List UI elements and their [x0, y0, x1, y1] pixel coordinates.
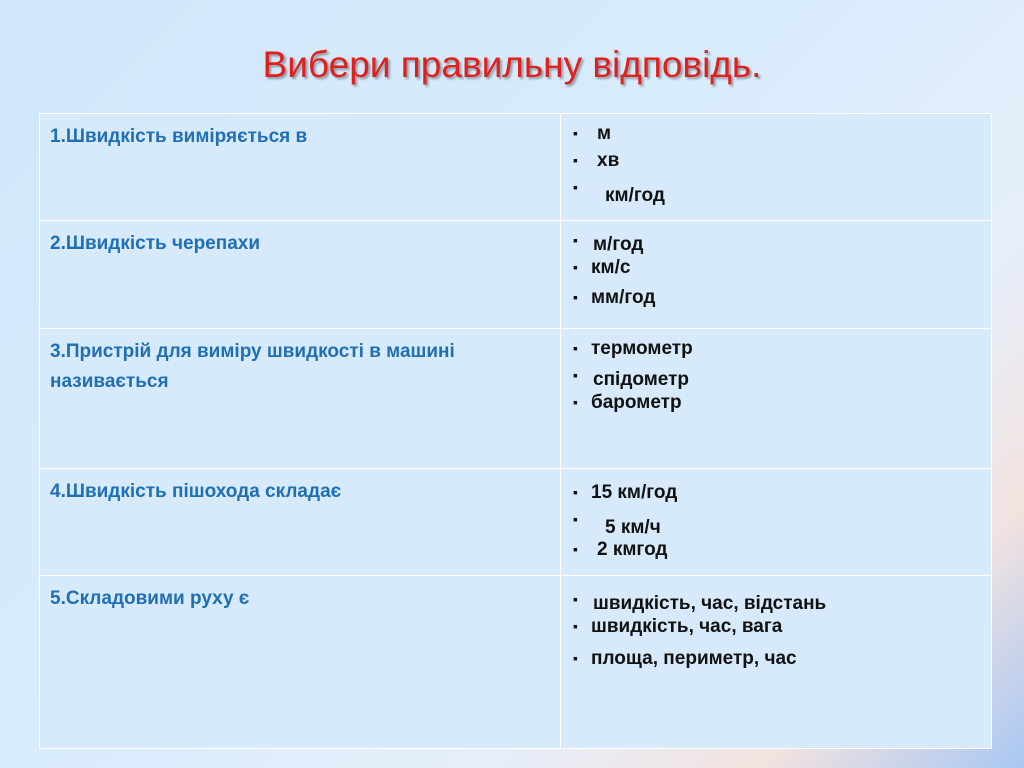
- answer-option[interactable]: ▪ м: [573, 120, 981, 147]
- question-cell: 4.Швидкість пішохода складає: [40, 469, 561, 576]
- answer-option[interactable]: ▪ хв: [573, 147, 981, 174]
- bullet-icon: ▪: [573, 591, 578, 607]
- answer-option[interactable]: ▪ швидкість, час, вага: [573, 613, 981, 640]
- question-cell: 3.Пристрій для виміру швидкості в машині називається: [40, 329, 561, 469]
- bullet-icon: ▪: [573, 484, 578, 500]
- answer-option[interactable]: ▪ 2 кмгод: [573, 536, 981, 563]
- table-row: [40, 221, 992, 329]
- bullet-icon: ▪: [573, 541, 578, 557]
- table-row: [40, 469, 992, 576]
- answer-option[interactable]: ▪ площа, периметр, час: [573, 645, 981, 672]
- bullet-icon: ▪: [573, 179, 578, 195]
- question-cell: 1.Швидкість виміряється в: [40, 114, 561, 221]
- bullet-icon: ▪: [573, 394, 578, 410]
- answer-cell: [561, 329, 992, 469]
- answer-cell: [561, 114, 992, 221]
- bullet-icon: ▪: [573, 511, 578, 527]
- answer-option[interactable]: ▪ барометр: [573, 389, 981, 416]
- bullet-icon: ▪: [573, 367, 578, 383]
- answer-option[interactable]: ▪ спідометр: [573, 362, 981, 389]
- quiz-table: [39, 113, 992, 749]
- bullet-icon: ▪: [573, 259, 578, 275]
- bullet-icon: ▪: [573, 618, 578, 634]
- bullet-icon: ▪: [573, 232, 578, 248]
- answer-cell: [561, 221, 992, 329]
- bullet-icon: ▪: [573, 289, 578, 305]
- answer-option[interactable]: ▪ термометр: [573, 335, 981, 362]
- answer-option[interactable]: ▪ км/с: [573, 254, 981, 281]
- table-row: [40, 329, 992, 469]
- bullet-icon: ▪: [573, 340, 578, 356]
- answer-option[interactable]: ▪ 15 км/год: [573, 479, 981, 506]
- table-row: [40, 576, 992, 749]
- answer-option[interactable]: ▪ м/год: [573, 227, 981, 254]
- question-cell: 2.Швидкість черепахи: [40, 221, 561, 329]
- answer-cell: [561, 469, 992, 576]
- answer-option[interactable]: ▪ км/год: [573, 174, 981, 201]
- slide-title: Вибери правильну відповідь.: [262, 44, 762, 85]
- question-cell: 5.Складовими руху є: [40, 576, 561, 749]
- bullet-icon: ▪: [573, 152, 578, 168]
- answer-cell: [561, 576, 992, 749]
- bullet-icon: ▪: [573, 125, 578, 141]
- table-row: [40, 114, 992, 221]
- answer-option[interactable]: ▪ швидкість, час, відстань: [573, 586, 981, 613]
- bullet-icon: ▪: [573, 650, 578, 666]
- answer-option[interactable]: ▪ 5 км/ч: [573, 506, 981, 533]
- answer-option[interactable]: ▪ мм/год: [573, 284, 981, 311]
